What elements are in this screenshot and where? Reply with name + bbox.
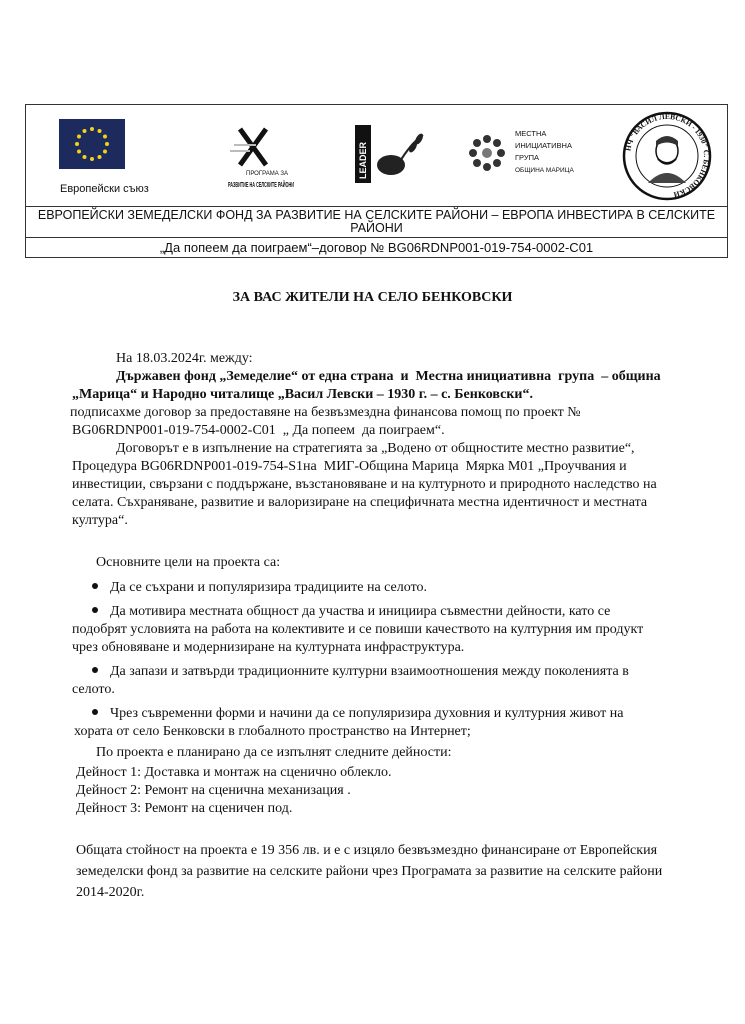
eu-star-icon (98, 129, 102, 133)
goal-item (72, 579, 692, 597)
parties-line-2: „Марица“ и Народно читалище „Васил Левски – 1930 г. – с. Бенковски“. (72, 387, 533, 402)
goal-text: подобрят условията на работа на колективите и се повиши качеството на културния им продукт (72, 622, 644, 637)
eu-flag-icon (59, 119, 125, 169)
eu-star-icon (105, 142, 109, 146)
bullet-icon (92, 607, 98, 613)
eu-star-icon (103, 150, 107, 154)
total-block (76, 840, 716, 903)
fund-line: ЕВРОПЕЙСКИ ЗЕМЕДЕЛСКИ ФОНД ЗА РАЗВИТИЕ НА СЕЛСКИТЕ РАЙОНИ – ЕВРОПА ИНВЕСТИРА В СЕЛСКИТЕ РАЙОНИ (26, 206, 727, 238)
seal-ring-text: НЧ "ВАСИЛ ЛЕВСКИ - 1930" С. БЕНКОВСКИ (623, 111, 712, 200)
header-table (25, 104, 728, 258)
activity-item: Дейност 2: Ремонт на сценична механизация . (76, 783, 351, 798)
strategy-block (72, 440, 692, 530)
strategy-line: инвестиции, свързани с поддържане, възстановяване и на културното и природното наследство на (72, 477, 657, 492)
leader-text: LEADER (358, 141, 368, 179)
eu-star-icon (83, 129, 87, 133)
rdp-small-text: ПРОГРАМА ЗА (246, 171, 288, 177)
date-line: На 18.03.2024г. между: (116, 351, 253, 366)
total-line: земеделски фонд за развитие на селските райони чрез Програмата за развитие на селските райони (76, 864, 663, 879)
document-title: ЗА ВАС ЖИТЕЛИ НА СЕЛО БЕНКОВСКИ (232, 290, 513, 305)
activity-item: Дейност 3: Ремонт на сценичен под. (76, 801, 293, 816)
goal-item (72, 663, 692, 699)
mig-line-2: ИНИЦИАТИВНА (515, 141, 572, 150)
goal-item (72, 603, 692, 657)
local-action-group-logo (459, 123, 604, 183)
rdp-main-text: РАЗВИТИЕ НА СЕЛСКИТЕ РАЙОНИ (228, 180, 294, 189)
strategy-line: Договорът е в изпълнение на стратегията за „Водено от общностите местно развитие“, (116, 441, 635, 456)
bullet-icon (92, 583, 98, 589)
eu-star-icon (77, 150, 81, 154)
strategy-line: селата. Съхраняване, развитие и валоризиране на специфичната местна идентичност и местната (72, 495, 648, 510)
goal-item (72, 705, 692, 741)
goal-text: Да запази и затвърди традиционните културни взаимоотношения между поколенията в (110, 664, 629, 679)
bullet-icon (92, 667, 98, 673)
signed-line-1: подписахме договор за предоставяне на безвъзмездна финансова помощ по проект № (70, 405, 581, 420)
parties-line-1: Държавен фонд „Земеделие“ от една страна и Местна инициативна група – община (116, 369, 661, 384)
mig-line-3: ГРУПА (515, 153, 540, 162)
logos-row (26, 105, 727, 207)
eu-star-icon (77, 135, 81, 139)
activities-heading: По проекта е планирано да се изпълнят следните дейности: (96, 745, 452, 760)
eu-star-icon (90, 127, 94, 131)
signed-line-2: BG06RDNP001-019-754-0002-C01 „ Да попеем да поиграем“. (72, 423, 445, 438)
mig-line-4: ОБЩИНА МАРИЦА (515, 167, 574, 174)
goals-block (72, 554, 692, 741)
goal-text: селото. (72, 682, 115, 697)
contract-line: „Да попеем да поиграем“–договор № BG06RDNP001-019-754-0002-C01 (159, 240, 594, 255)
bullet-icon (92, 709, 98, 715)
eu-star-icon (90, 157, 94, 161)
eu-star-icon (83, 155, 87, 159)
strategy-line: Процедура BG06RDNP001-019-754-S1на МИГ-Община Марица Мярка М01 „Проучвания и (72, 459, 627, 474)
rural-development-programme-logo (226, 125, 296, 203)
eu-star-icon (75, 142, 79, 146)
total-line: 2014-2020г. (76, 885, 145, 900)
activity-item: Дейност 1: Доставка и монтаж на сценично облекло. (76, 765, 392, 780)
strategy-line: култура“. (72, 513, 128, 528)
goals-heading: Основните цели на проекта са: (96, 555, 281, 570)
goal-text: чрез обновяване и модернизиране на културната инфраструктура. (72, 640, 465, 655)
parties-block (72, 350, 692, 440)
total-line: Общата стойност на проекта е 19 356 лв. и е с изцяло безвъзмездно финансиране от Европейския (76, 843, 658, 858)
goal-text: хората от село Бенковски в глобалното пространство на Интернет; (74, 724, 471, 739)
chitalishte-seal-logo (622, 111, 712, 201)
goal-text: Чрез съвременни форми и начини да се популяризира духовния и културния живот на (110, 706, 624, 721)
eu-star-icon (98, 155, 102, 159)
goal-text: Да се съхрани и популяризира традициите на селото. (110, 580, 427, 595)
eu-caption: Европейски съюз (60, 183, 149, 195)
goal-text: Да мотивира местната общност да участва и инициира съвместни дейности, като се (110, 604, 611, 619)
activities-block (76, 744, 696, 818)
leader-logo (353, 123, 427, 189)
eu-star-icon (103, 135, 107, 139)
mig-line-1: МЕСТНА (515, 129, 547, 138)
